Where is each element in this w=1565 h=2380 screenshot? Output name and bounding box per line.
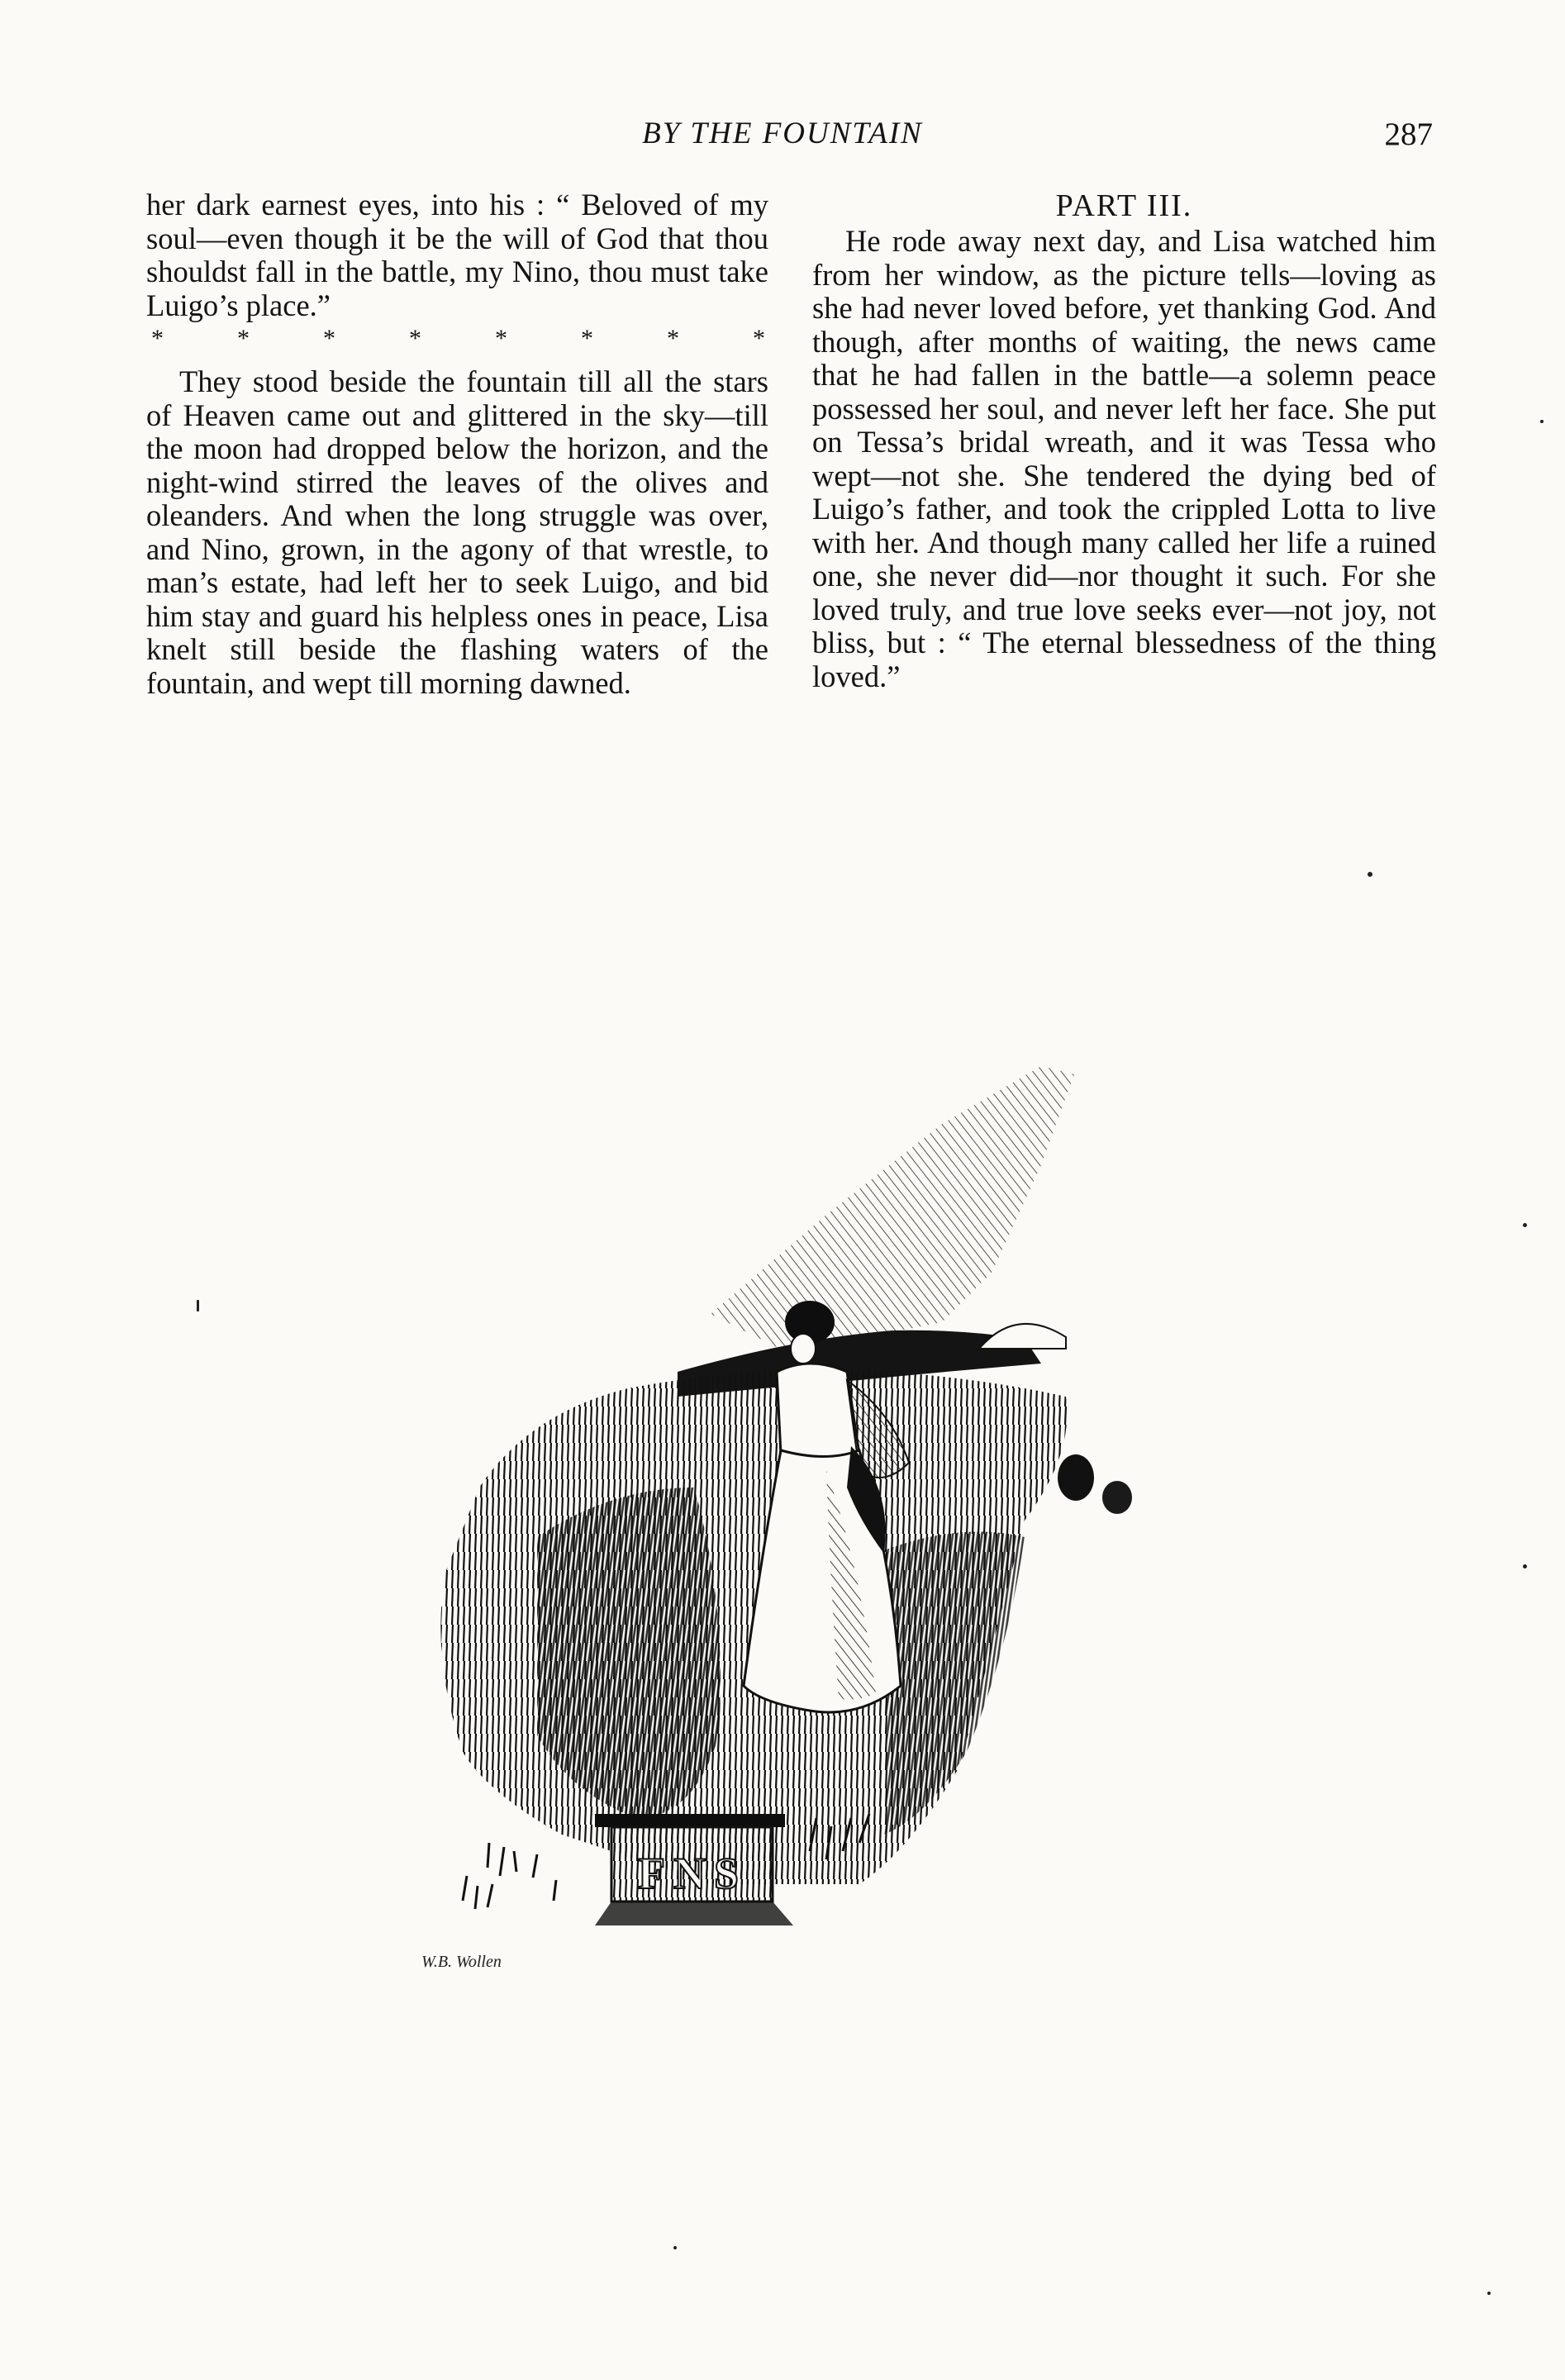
paragraph: He rode away next day, and Lisa watched him from her window, as the picture tells—loving as she had never loved before, yet thanking God. And though, after months of waiting, the news came that he had fallen in the battle—a solemn peace possessed her soul, and never left her face. She put on Tessa’s bridal wreath, and it was Tessa who wept—not she. She tendered the dying bed of Luigo’s father, and took the crippled Lotta to live with her. And though many called her life a ruined one, she never did—nor thought it such. For she loved truly, and true love seeks ever—not joy, not bliss, but : “ The eternal blessedness of the thing loved.”: [812, 224, 1436, 693]
asterisk: *: [409, 325, 421, 352]
distant-bush: [1058, 1454, 1094, 1501]
grass-dense: [537, 1488, 721, 1818]
left-column: [146, 188, 768, 700]
scan-speck: [1487, 2292, 1491, 2295]
part-heading: PART III.: [1055, 188, 1193, 223]
distant-bush: [1102, 1481, 1132, 1514]
page-number: 287: [1384, 117, 1433, 152]
woman-face: [791, 1334, 816, 1364]
artist-signature: W.B. Wollen: [421, 1953, 502, 1971]
asterisk: *: [753, 325, 765, 352]
scan-speck: [1523, 1223, 1527, 1227]
asterisk: *: [323, 325, 335, 352]
sky-hatching: [711, 1066, 1074, 1347]
scan-speck: [197, 1300, 199, 1311]
paragraph: her dark earnest eyes, into his : “ Beloved of my soul—even though it be the will of God that thou shouldst fall in the battle, my Nino, thou must take Luigo’s place.”: [146, 188, 768, 322]
fountain-inscription: FNS: [637, 1849, 748, 1898]
page-header: [0, 116, 1565, 165]
asterisk: *: [151, 325, 164, 352]
asterisk: *: [495, 325, 507, 352]
scan-speck: [673, 2246, 677, 2249]
scan-speck: [1368, 872, 1372, 877]
running-title: BY THE FOUNTAIN: [642, 117, 923, 150]
moon-icon: [979, 1324, 1066, 1349]
section-break-asterisks: [146, 324, 768, 354]
right-column: [812, 188, 1436, 693]
paragraph: They stood beside the fountain till all the stars of Heaven came out and glittered in the sky—till the moon had dropped below the horizon, and the night-wind stirred the leaves of the olives and oleanders. And when the long struggle was over, and Nino, grown, in the agony of that wrestle, to man’s estate, had left her to seek Luigo, and bid him stay and guard his helpless ones in peace, Lisa knelt still beside the flashing waters of the fountain, and wept till morning dawned.: [146, 364, 768, 700]
asterisk: *: [581, 325, 593, 352]
scan-speck: [1540, 420, 1544, 423]
illustration-woman-in-field: [364, 1025, 1314, 2066]
grass-tufts: [463, 1843, 556, 1909]
scan-speck: [1523, 1564, 1527, 1568]
asterisk: *: [667, 325, 679, 352]
asterisk: *: [237, 325, 250, 352]
fountain-basin: [595, 1814, 793, 1925]
woman-bodice: [777, 1364, 859, 1463]
